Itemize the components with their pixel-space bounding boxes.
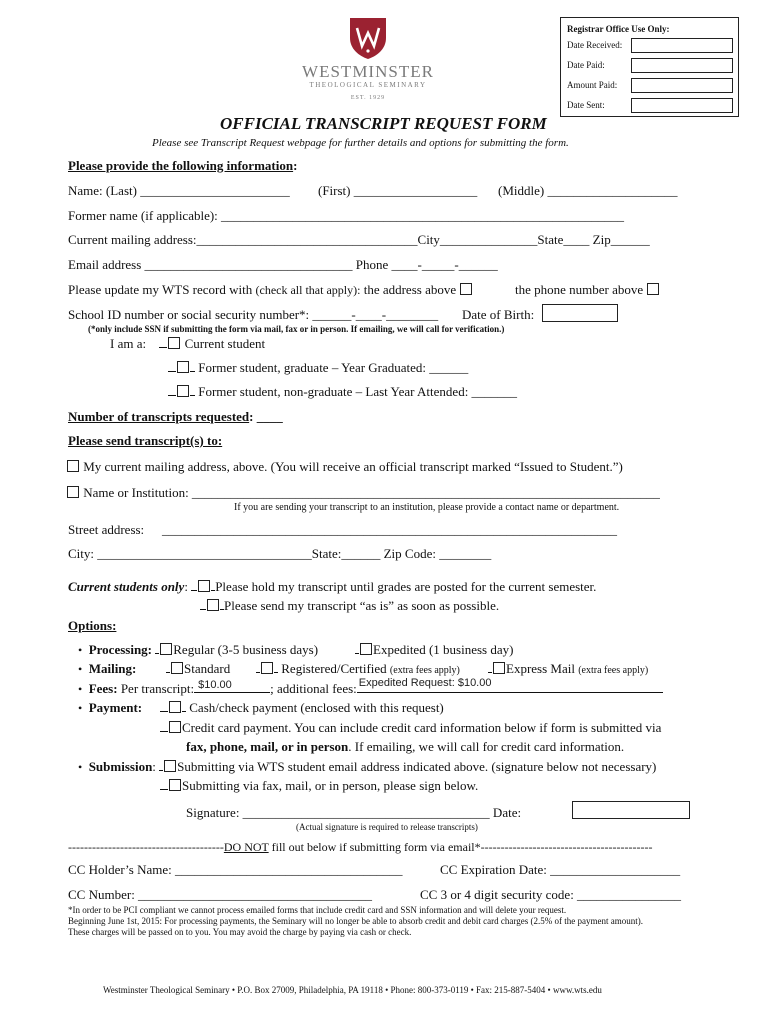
update-address-checkbox[interactable] xyxy=(460,283,472,295)
cash-payment-checkbox[interactable] xyxy=(169,701,181,713)
signature-note: (Actual signature is required to release transcripts) xyxy=(296,822,478,832)
expedited-processing-checkbox[interactable] xyxy=(360,643,372,655)
date-sent-field[interactable] xyxy=(631,98,733,113)
divider-left: --------------------------------------- xyxy=(68,840,224,854)
send-mailing-checkbox[interactable] xyxy=(67,460,79,472)
pci-note: *In order to be PCI compliant we cannot process emailed forms that include credit card and SSN information and will delete your request. xyxy=(68,905,567,915)
former-name-field[interactable]: Former name (if applicable): ______________________________________________________________ xyxy=(68,208,625,223)
processing-label: Processing: xyxy=(88,642,153,657)
seminary-shield-logo xyxy=(346,16,390,60)
payment-label: Payment: xyxy=(88,700,143,715)
street-label: Street address: xyxy=(68,522,145,537)
registrar-title: Registrar Office Use Only: xyxy=(567,24,670,34)
i-am-label: I am a: xyxy=(110,336,147,351)
expedited-processing-label: Expedited (1 business day) xyxy=(373,642,514,657)
hold-transcript-label: Please hold my transcript until grades are posted for the current semester. xyxy=(215,579,597,594)
current-students-label: Current students only xyxy=(68,579,185,594)
amount-paid-label: Amount Paid: xyxy=(567,80,618,90)
submit-email-label: Submitting via WTS student email address indicated above. (signature below not necessary) xyxy=(177,759,657,774)
credit-payment-label: Credit card payment. You can include credit card information below if form is submitted via xyxy=(182,720,662,735)
city-state-zip-field[interactable]: City: _________________________________State:______ Zip Code: ________ xyxy=(68,546,492,561)
divider-right: fill out below if submitting form via email*------------------------------------------- xyxy=(268,840,653,854)
send-as-is-label: Please send my transcript “as is” as soon as possible. xyxy=(224,598,500,613)
fee-policy-note: Beginning June 1st, 2015: For processing payments, the Seminary will no longer be able to absorb credit and debit card charges (2.5% of the payment amount). xyxy=(68,916,643,926)
logo-established: EST. 1929 xyxy=(350,95,386,101)
signature-date-field[interactable] xyxy=(572,801,690,819)
cc-holder-field[interactable]: CC Holder’s Name: ___________________________________ xyxy=(68,862,403,877)
school-id-field[interactable]: School ID number or social security number*: ______-____-________ xyxy=(68,307,439,322)
charge-note: These charges will be passed on to you. You may avoid the charge by paying via cash or check. xyxy=(68,927,412,937)
ssn-note: (*only include SSN if submitting the form via mail, fax or in person. If emailing, we will call for verification.) xyxy=(88,324,505,334)
former-grad-label[interactable]: Former student, graduate – Year Graduated: ______ xyxy=(198,360,469,375)
update-record-text: Please update my WTS record with xyxy=(68,282,253,297)
express-mailing-label: Express Mail xyxy=(506,661,575,676)
credit-payment-checkbox[interactable] xyxy=(169,721,181,733)
form-subtitle: Please see Transcript Request webpage for further details and options for submitting the form. xyxy=(152,137,569,149)
registered-mailing-label: Registered/Certified xyxy=(281,661,387,676)
current-student-checkbox[interactable] xyxy=(168,337,180,349)
date-paid-label: Date Paid: xyxy=(567,60,605,70)
name-last-field[interactable]: Name: (Last) _______________________ xyxy=(68,183,290,198)
express-mailing-checkbox[interactable] xyxy=(493,662,505,674)
update-address-label: the address above xyxy=(363,282,457,297)
registrar-box xyxy=(560,17,739,117)
logo-subtitle: THEOLOGICAL SEMINARY xyxy=(309,81,427,89)
per-transcript-value[interactable]: $10.00 xyxy=(198,679,232,691)
update-phone-checkbox[interactable] xyxy=(647,283,659,295)
amount-paid-field[interactable] xyxy=(631,78,733,93)
cash-payment-label: Cash/check payment (enclosed with this request) xyxy=(189,700,444,715)
signature-field[interactable]: Signature: ______________________________________ Date: xyxy=(186,805,522,820)
info-heading: Please provide the following information xyxy=(68,158,294,173)
express-fee-note: (extra fees apply) xyxy=(578,665,649,676)
current-student-label: Current student xyxy=(184,336,266,351)
former-nongrad-checkbox[interactable] xyxy=(177,385,189,397)
send-institution-checkbox[interactable] xyxy=(67,486,79,498)
former-nongrad-label[interactable]: Former student, non-graduate – Last Year Attended: _______ xyxy=(198,384,518,399)
submission-label: Submission xyxy=(88,759,153,774)
standard-mailing-checkbox[interactable] xyxy=(171,662,183,674)
hold-transcript-checkbox[interactable] xyxy=(198,580,210,592)
standard-mailing-label: Standard xyxy=(184,661,231,676)
do-not-text: DO NOT xyxy=(223,840,269,854)
regular-processing-checkbox[interactable] xyxy=(160,643,172,655)
submit-email-checkbox[interactable] xyxy=(164,760,176,772)
mailing-address-field[interactable]: Current mailing address:__________________________________City_______________State____ Zip______ xyxy=(68,232,650,247)
date-paid-field[interactable] xyxy=(631,58,733,73)
regular-processing-label: Regular (3-5 business days) xyxy=(173,642,319,657)
registered-fee-note: (extra fees apply) xyxy=(389,665,460,676)
send-as-is-checkbox[interactable] xyxy=(207,599,219,611)
credit-email-note: . If emailing, we will call for credit card information. xyxy=(348,739,625,754)
submit-fax-checkbox[interactable] xyxy=(169,779,181,791)
registered-mailing-checkbox[interactable] xyxy=(261,662,273,674)
date-sent-label: Date Sent: xyxy=(567,100,605,110)
mailing-label: Mailing: xyxy=(88,661,137,676)
street-field[interactable]: ______________________________________________________________________ xyxy=(162,522,617,537)
num-transcripts-label: Number of transcripts requested xyxy=(68,409,250,424)
credit-methods: fax, phone, mail, or in person xyxy=(186,739,349,754)
logo-name: WESTMINSTER xyxy=(302,62,434,81)
former-grad-checkbox[interactable] xyxy=(177,361,189,373)
per-transcript-label: Per transcript: xyxy=(120,681,195,696)
additional-fees-label: ; additional fees: xyxy=(270,681,357,696)
name-first-field[interactable]: (First) ___________________ xyxy=(318,183,478,198)
date-received-label: Date Received: xyxy=(567,40,623,50)
footer-contact: Westminster Theological Seminary • P.O. Box 27009, Philadelphia, PA 19118 • Phone: 800-373-0119 • Fax: 215-887-5404 • www.wts.edu xyxy=(103,985,602,995)
update-phone-label: the phone number above xyxy=(515,282,644,297)
date-received-field[interactable] xyxy=(631,38,733,53)
cc-number-field[interactable]: CC Number: ____________________________________ xyxy=(68,887,373,902)
update-record-note: (check all that apply): xyxy=(255,283,361,297)
name-middle-field[interactable]: (Middle) ____________________ xyxy=(498,183,678,198)
submit-fax-label: Submitting via fax, mail, or in person, please sign below. xyxy=(182,778,479,793)
form-title: OFFICIAL TRANSCRIPT REQUEST FORM xyxy=(220,114,547,133)
email-phone-field[interactable]: Email address ________________________________ Phone ____-_____-______ xyxy=(68,257,498,272)
fees-label: Fees: xyxy=(88,681,118,696)
dob-field[interactable] xyxy=(542,304,618,322)
options-heading: Options: xyxy=(68,618,117,633)
send-heading: Please send transcript(s) to: xyxy=(68,433,223,448)
additional-fees-value[interactable]: Expedited Request: $10.00 xyxy=(358,677,492,689)
dob-label: Date of Birth: xyxy=(462,307,535,322)
institution-note: If you are sending your transcript to an institution, please provide a contact name or department. xyxy=(234,502,620,513)
cc-expiration-field[interactable]: CC Expiration Date: ____________________ xyxy=(440,862,681,877)
num-transcripts-field[interactable]: : ____ xyxy=(249,409,283,424)
cc-security-field[interactable]: CC 3 or 4 digit security code: ________________ xyxy=(420,887,682,902)
send-mailing-label: My current mailing address, above. (You will receive an official transcript marked “Issued to Student.”) xyxy=(83,459,623,474)
institution-field[interactable]: Name or Institution: ________________________________________________________________________ xyxy=(83,485,660,500)
